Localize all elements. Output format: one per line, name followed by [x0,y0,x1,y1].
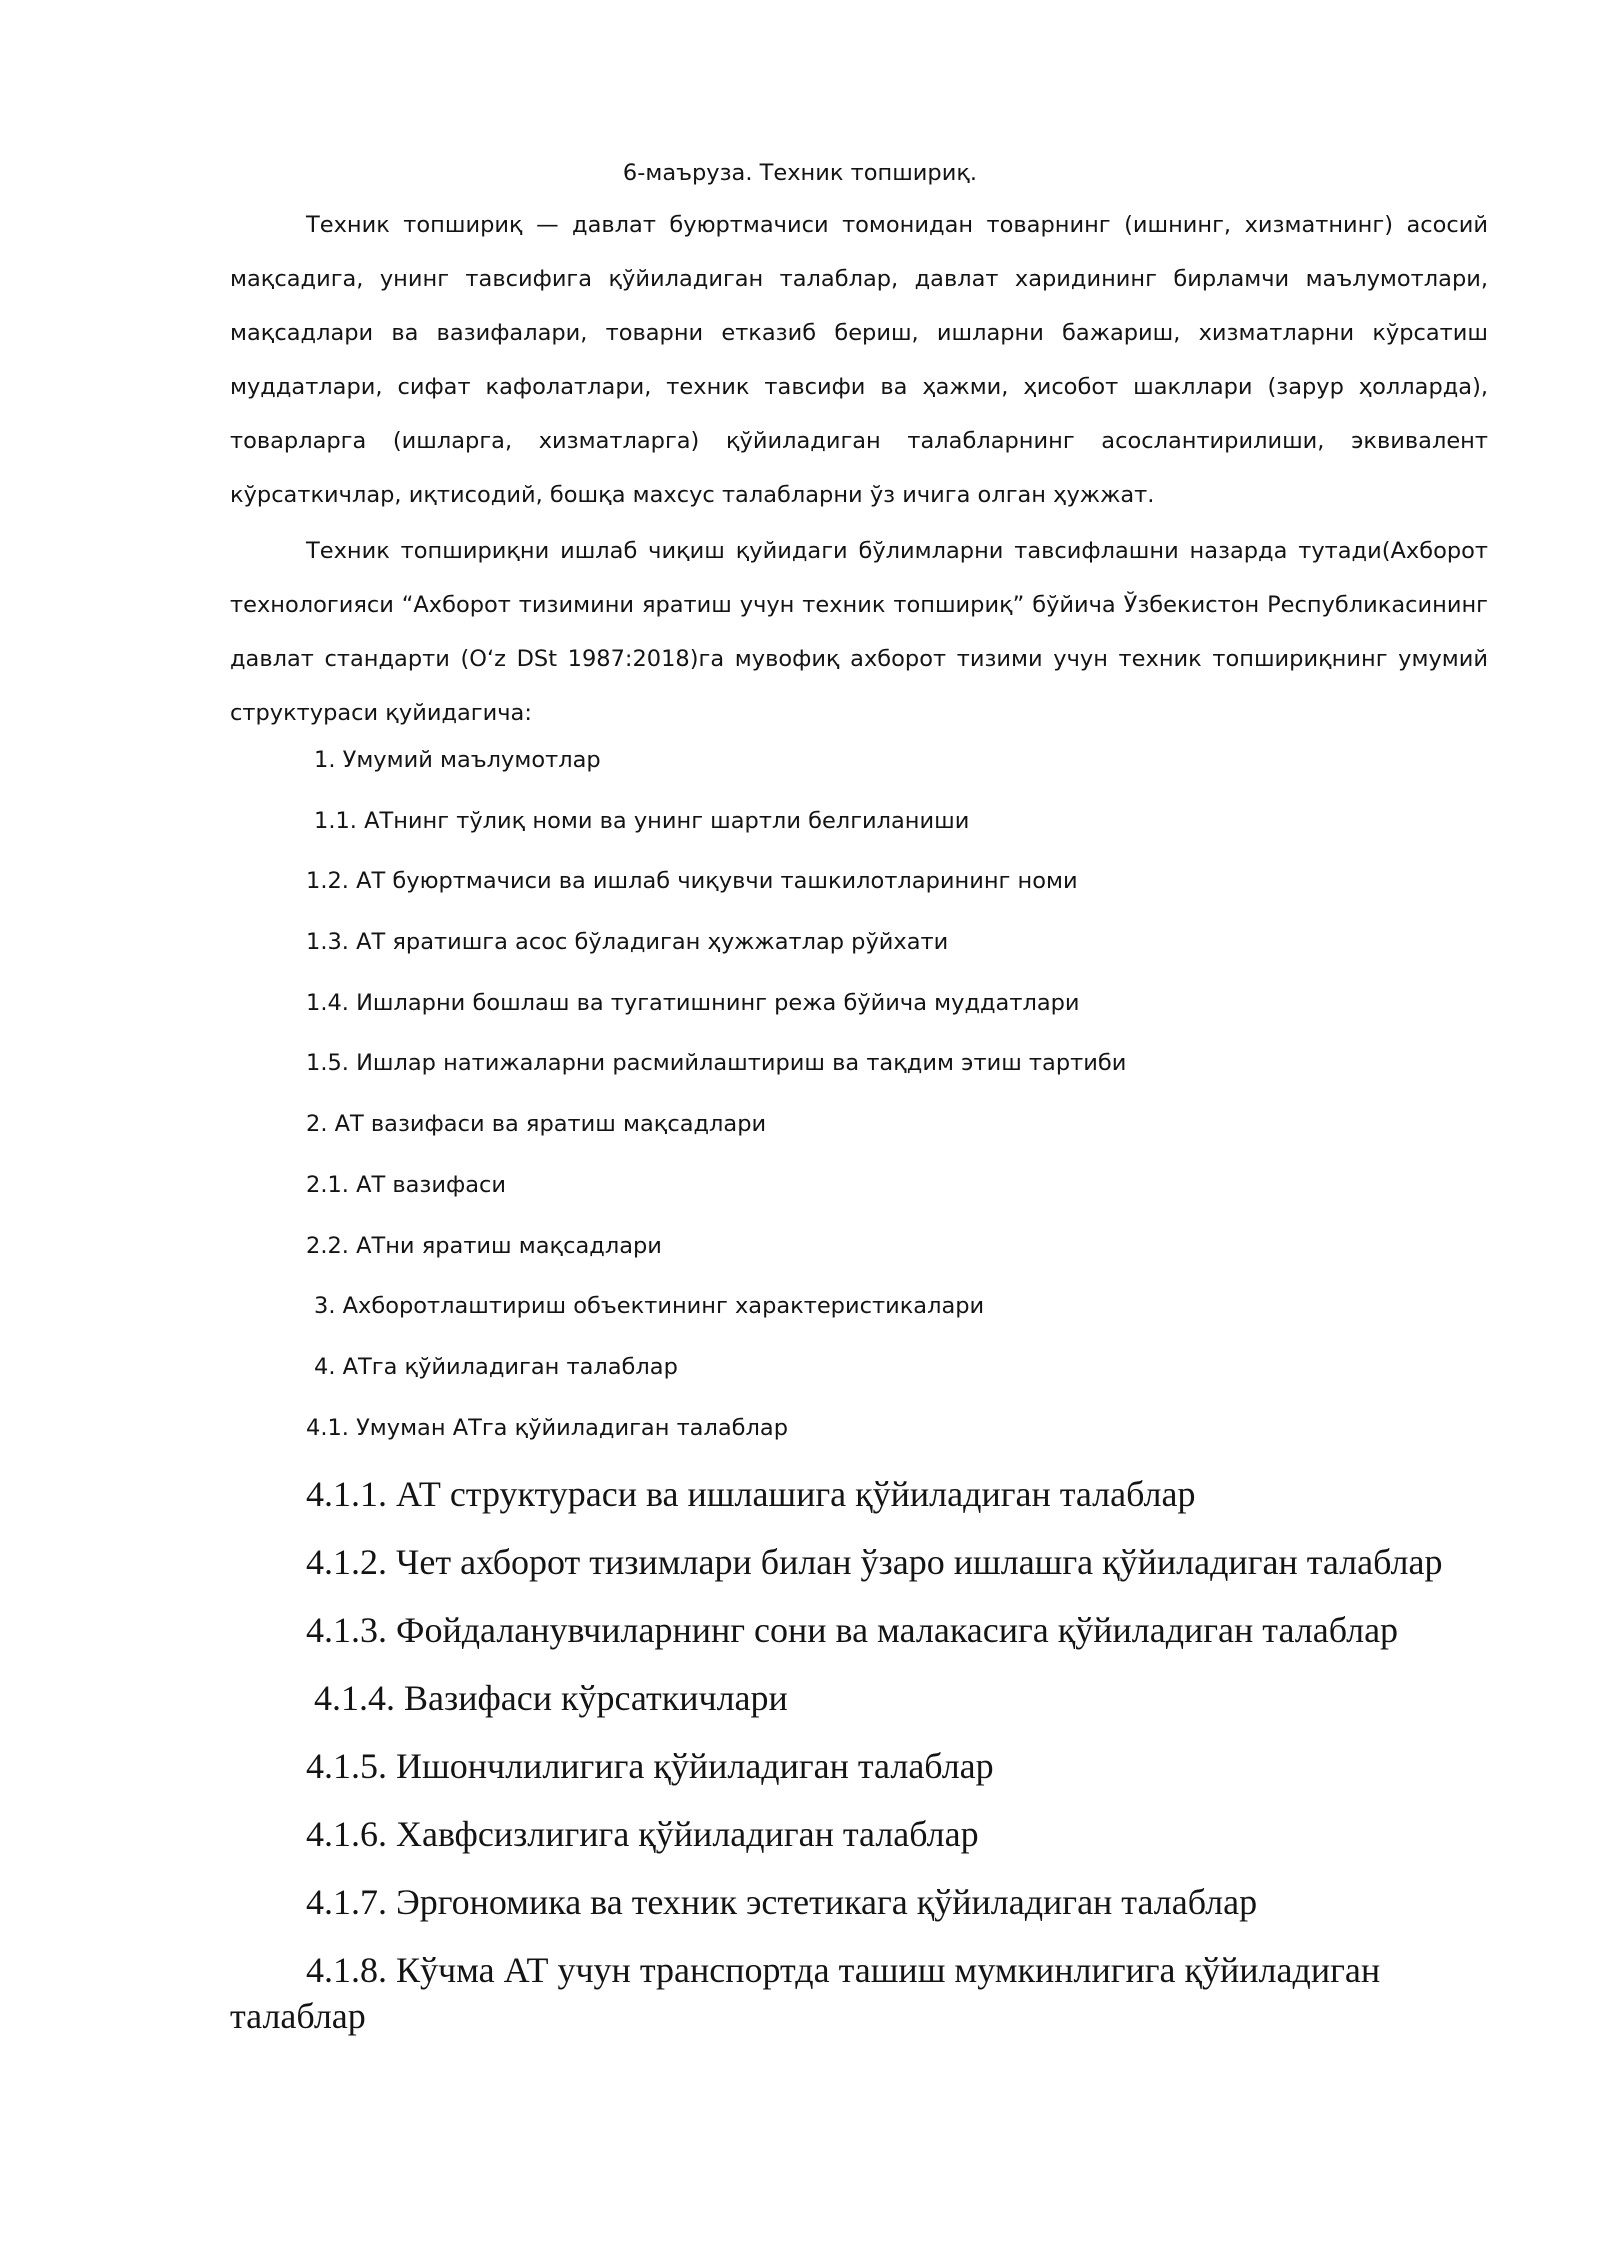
requirement-item: 4.1.4. Вазифаси кўрсаткичлари [314,1678,788,1718]
outline-item: 1.5. Ишлар натижаларни расмийлаштириш ва тақдим этиш тартиби [306,1050,1127,1077]
requirement-item: 4.1.8. Кўчма АТ учун транспортда ташиш мумкинлигига қўйиладиган талаблар [230,1950,1381,2036]
outline-item: 1.4. Ишларни бошлаш ва тугатишнинг режа бўйича муддатлари [306,989,1080,1016]
requirement-item: 4.1.1. АТ структураси ва ишлашига қўйиладиган талаблар [306,1474,1196,1514]
requirements-list [230,1471,1488,2061]
outline-item: 4. АТга қўйиладиган талаблар [314,1353,678,1380]
outline-item: 2. АТ вазифаси ва яратиш мақсадлари [306,1111,767,1138]
outline-item: 1.3. АТ яратишга асос бўладиган ҳужжатлар рўйхати [306,929,949,956]
requirement-item: 4.1.5. Ишончлилигига қўйиладиган талаблар [306,1746,994,1786]
outline-item: 1.1. АТнинг тўлиқ номи ва унинг шартли белгиланиши [314,807,970,834]
requirement-item: 4.1.2. Чет ахборот тизимлари билан ўзаро ишлашга қўйиладиган талаблар [306,1542,1443,1582]
outline-item: 3. Ахборотлаштириш объектининг характеристикалари [314,1293,985,1320]
requirement-item: 4.1.6. Хавфсизлигига қўйиладиган талаблар [306,1814,979,1854]
outline-item: 2.1. АТ вазифаси [306,1171,507,1198]
outline-list [306,745,1126,1473]
outline-item: 4.1. Умуман АТга қўйиладиган талаблар [306,1414,788,1441]
outline-item: 2.2. АТни яратиш мақсадлари [306,1232,662,1259]
outline-item: 1.2. АТ буюртмачиси ва ишлаб чиқувчи ташкилотларининг номи [306,868,1078,895]
paragraph-definition: Техник топшириқ — давлат буюртмачиси томонидан товарнинг (ишнинг, хизматнинг) асосий мақсадига, унинг тавсифига қўйиладиган талаблар, давлат харидининг бирламчи маълумотлари, мақсадлари ва вазифалари, товарни етказиб бериш, ишларни бажариш, хизматларни кўрсатиш муддатлари, сифат кафолатлари, техник тавсифи ва ҳажми, ҳисобот шакллари (зарур ҳолларда), товарларга (ишларга, хизматларга) қўйиладиган талабларнинг асослантирилиши, эквивалент кўрсаткичлар, иқтисодий, бошқа махсус талабларни ўз ичига олган ҳужжат. [230,212,1488,508]
paragraph-structure-intro: Техник топшириқни ишлаб чиқиш қуйидаги бўлимларни тавсифлашни назарда тутади(Ахборот технологияси “Ахборот тизимини яратиш учун техник топшириқ” бўйича Ўзбекистон Республикасининг давлат стандарти (Oʻz DSt 1987:2018)га мувофиқ ахборот тизими учун техник топшириқнинг умумий структураси қуйидагича: [230,538,1488,726]
requirement-item: 4.1.7. Эргономика ва техник эстетикага қўйиладиган талаблар [306,1882,1258,1922]
outline-item: 1. Умумий маълумотлар [314,747,601,773]
lecture-title: 6-маъруза. Техник топшириқ. [622,160,978,186]
requirement-item: 4.1.3. Фойдаланувчиларнинг сони ва малакасига қўйиладиган талаблар [306,1610,1399,1650]
